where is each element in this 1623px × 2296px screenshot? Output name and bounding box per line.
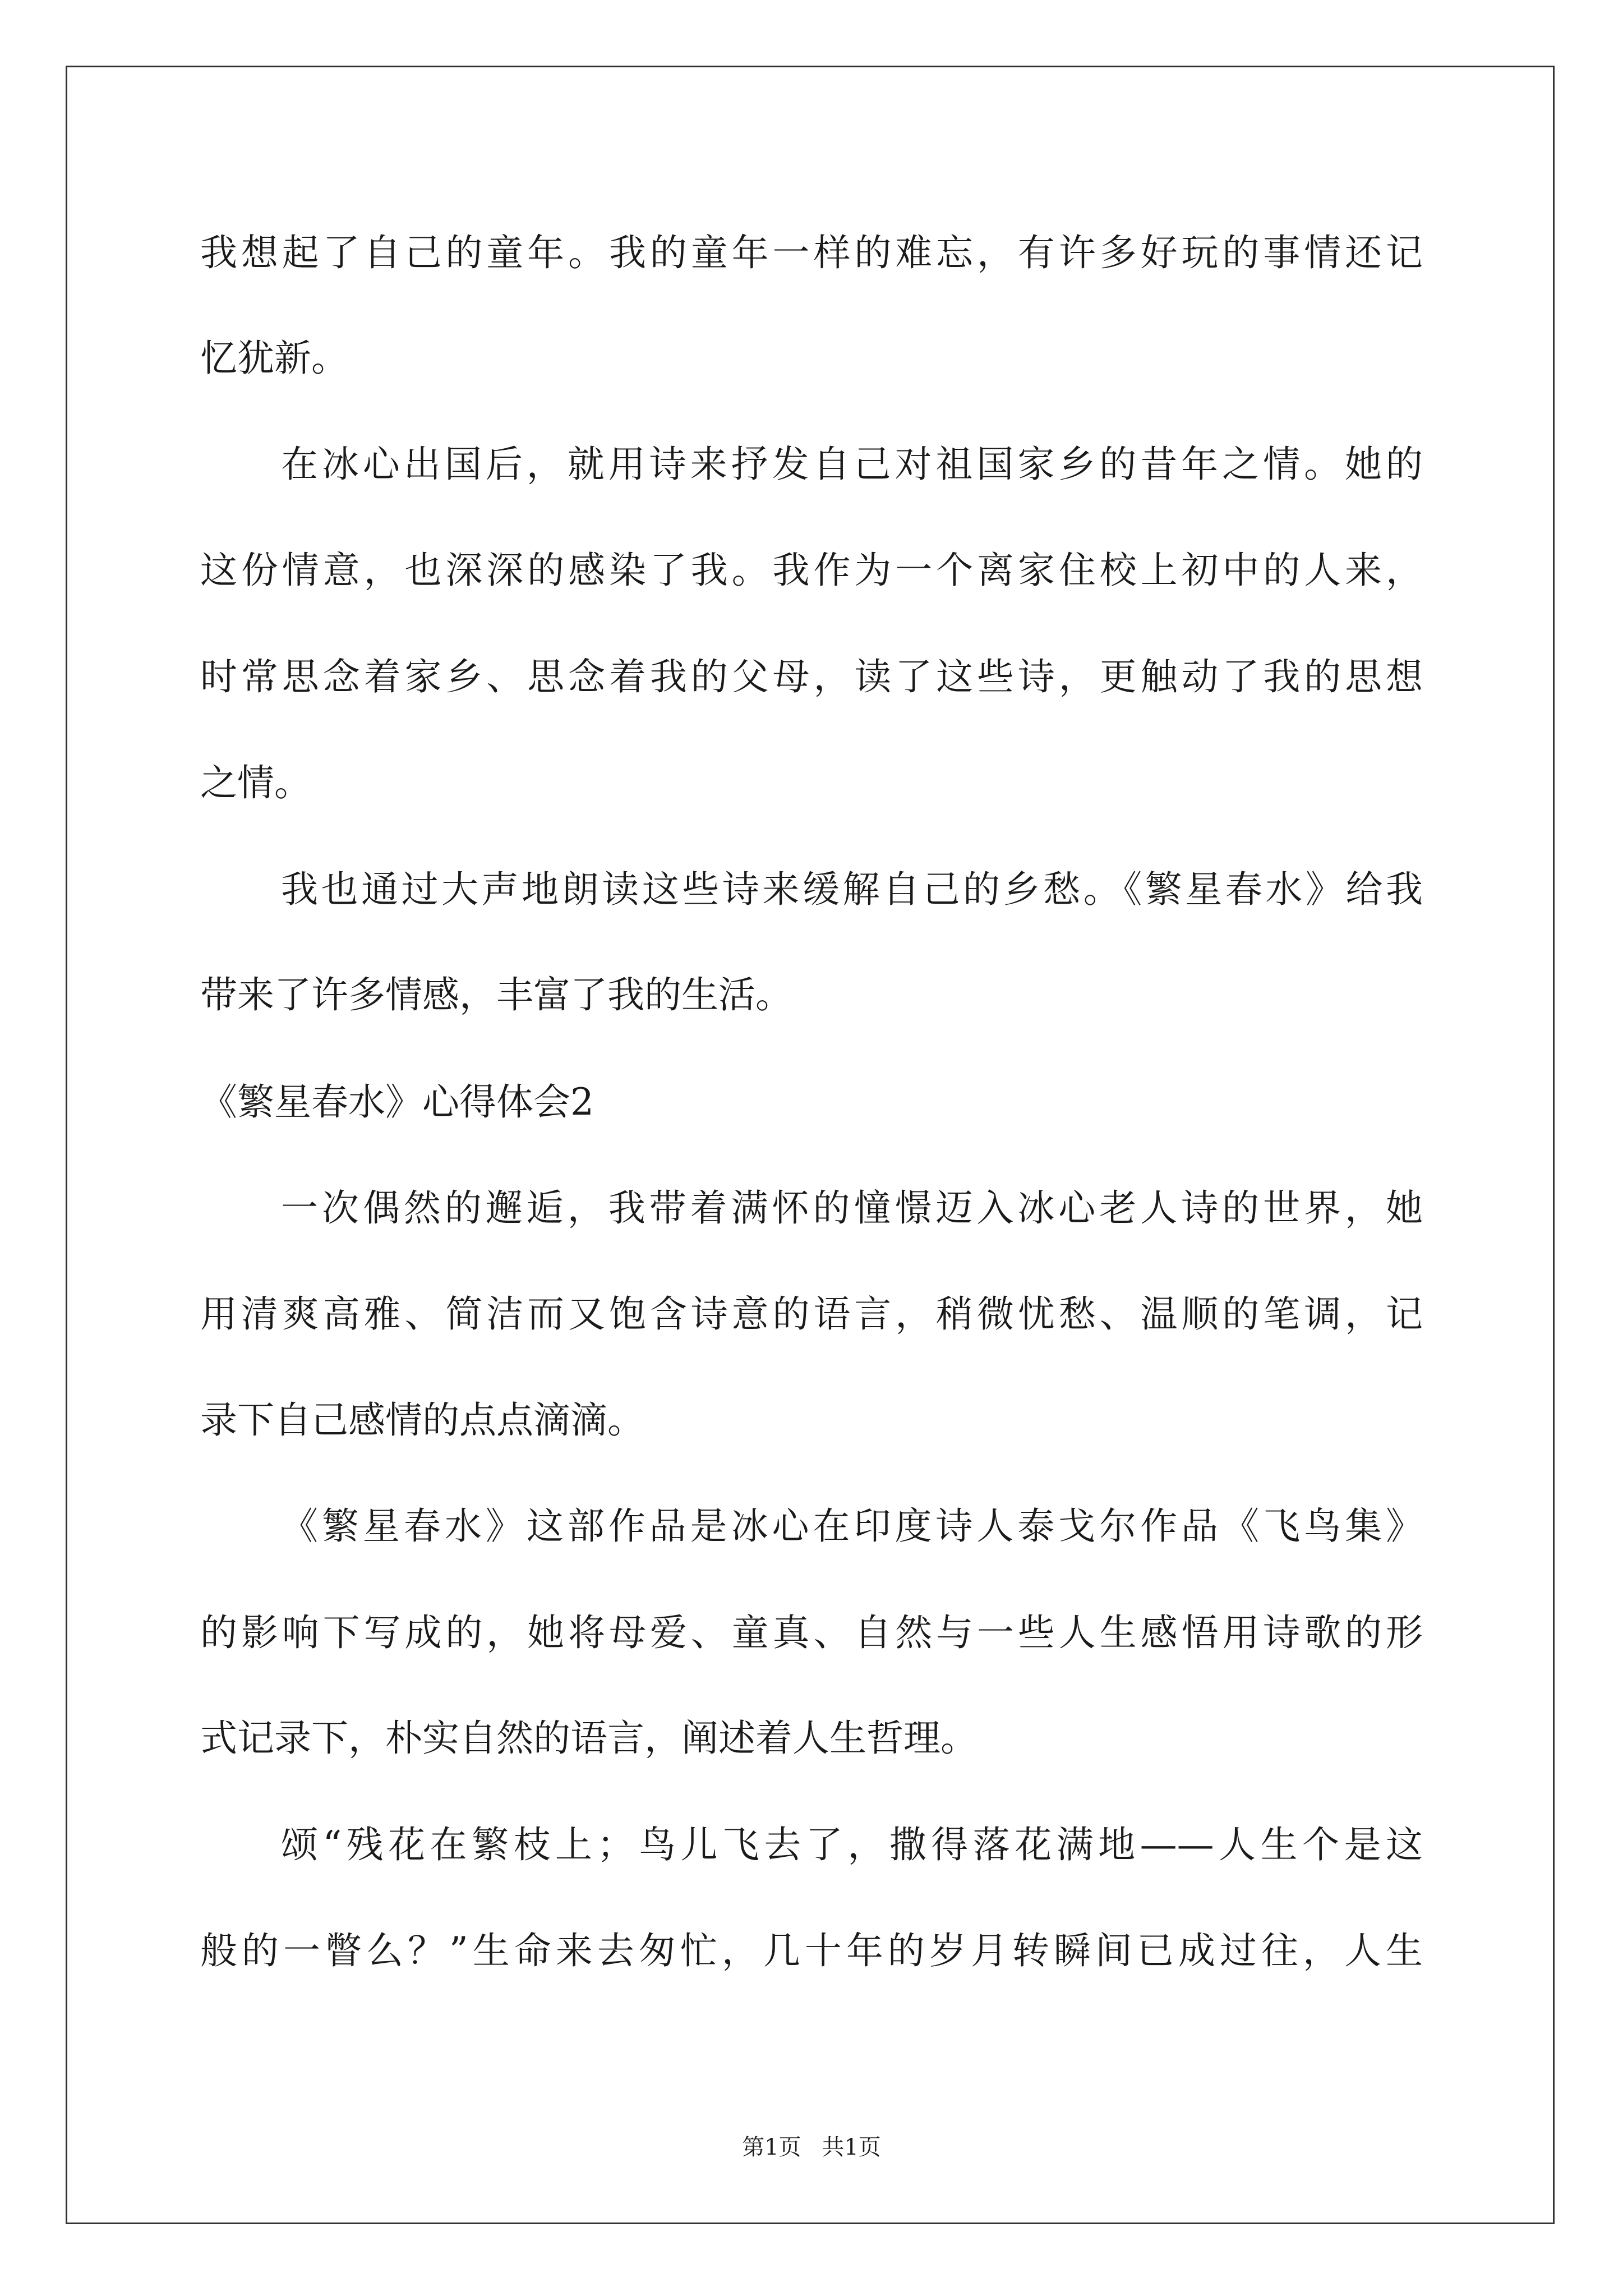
page-border (66, 66, 1555, 2224)
text-line: 一次偶然的邂逅，我带着满怀的憧憬迈入冰心老人诗的世界，她 (281, 1186, 1423, 1230)
text-line: 般的一瞥么？”生命来去匆忙，几十年的岁月转瞬间已成过往，人生 (200, 1929, 1423, 1972)
text-line: 我也通过大声地朗读这些诗来缓解自己的乡愁。《繁星春水》给我 (281, 868, 1423, 911)
text-line: 时常思念着家乡、思念着我的父母，读了这些诗，更触动了我的思想 (200, 655, 1423, 698)
text-line: 在冰心出国后，就用诗来抒发自己对祖国家乡的昔年之情。她的 (281, 443, 1423, 486)
text-line: 的影响下写成的，她将母爱、童真、自然与一些人生感悟用诗歌的形 (200, 1611, 1423, 1654)
text-line: 这份情意，也深深的感染了我。我作为一个离家住校上初中的人来， (200, 549, 1423, 592)
text-line: 忆犹新。 (200, 337, 348, 380)
page-number: 第1页 (742, 2134, 801, 2160)
text-line: 《繁星春水》这部作品是冰心在印度诗人泰戈尔作品《飞鸟集》 (281, 1504, 1423, 1548)
text-line: 式记录下，朴实自然的语言，阐述着人生哲理。 (200, 1717, 978, 1760)
text-line: 录下自己感情的点点滴滴。 (200, 1398, 644, 1442)
text-line: 用清爽高雅、简洁而又饱含诗意的语言，稍微忧愁、温顺的笔调，记 (200, 1292, 1423, 1336)
page-footer (0, 2136, 1623, 2159)
text-line: 带来了许多情感，丰富了我的生活。 (200, 973, 792, 1016)
section-heading: 《繁星春水》心得体会2 (200, 1080, 594, 1124)
text-line: 颂“残花在繁枝上；鸟儿飞去了，撒得落花满地——人生个是这 (281, 1823, 1423, 1866)
page-total: 共1页 (822, 2134, 881, 2160)
text-line: 之情。 (200, 761, 311, 804)
text-line: 我想起了自己的童年。我的童年一样的难忘，有许多好玩的事情还记 (200, 231, 1423, 274)
